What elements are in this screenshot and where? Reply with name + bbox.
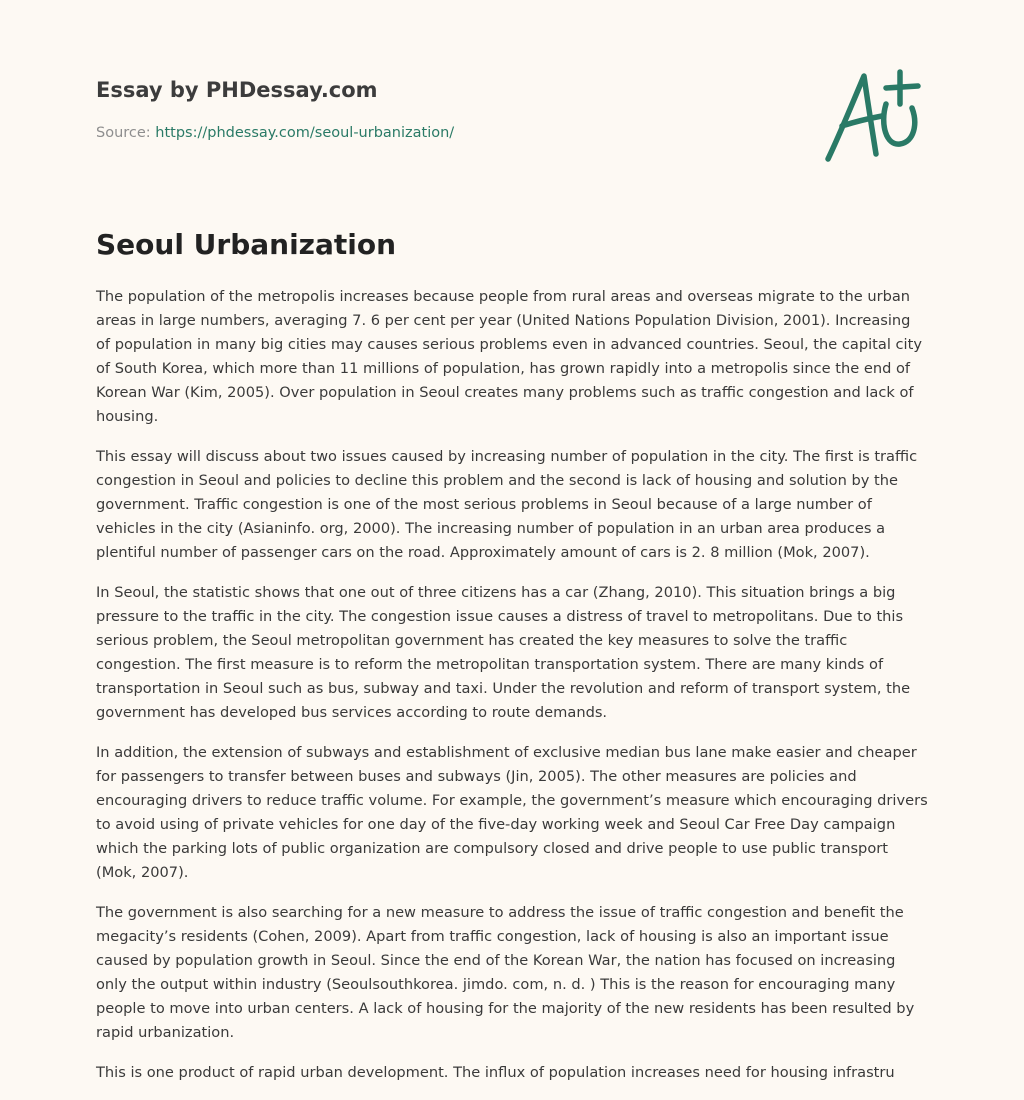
essay-paragraph: The government is also searching for a new measure to address the issue of traffic congestion and benefit the megacity’s residents (Cohen, 2009). Apart from traffic congestion, lack of housing is also an important issue caused by population growth in Seoul. Since the end of the Korean War, the nation has focused on increasing only the output within industry (Seoulsouthkorea. jimdo. com, n. d. ) This is the reason for encouraging many people to move into urban centers. A lack of housing for the majority of the new residents has been resulted by rapid urbanization. — [96, 904, 915, 1041]
a-plus-logo-icon — [820, 64, 930, 168]
essay-title: Seoul Urbanization — [96, 228, 397, 261]
site-name: Essay by PHDessay.com — [96, 78, 378, 102]
source-label: Source: — [96, 125, 151, 141]
page-header — [96, 0, 928, 200]
source-line — [96, 123, 454, 143]
source-link[interactable]: https://phdessay.com/seoul-urbanization/ — [155, 125, 455, 141]
essay-paragraph: This essay will discuss about two issues caused by increasing number of population in the city. The first is traffic congestion in Seoul and policies to decline this problem and the second is lack of housing and solution by the government. Traffic congestion is one of the most serious problems in Seoul because of a large number of vehicles in the city (Asianinfo. org, 2000). The increasing number of population in an urban area produces a plentiful number of passenger cars on the road. Approximately amount of cars is 2. 8 million (Mok, 2007). — [96, 448, 918, 561]
essay-body — [96, 285, 928, 1100]
essay-paragraph: In Seoul, the statistic shows that one out of three citizens has a car (Zhang, 2010). This situation brings a big pressure to the traffic in the city. The congestion issue causes a distress of travel to metropolitans. Due to this serious problem, the Seoul metropolitan government has created the key measures to solve the traffic congestion. The first measure is to reform the metropolitan transportation system. There are many kinds of transportation in Seoul such as bus, subway and taxi. Under the revolution and reform of transport system, the government has developed bus services according to route demands. — [96, 584, 911, 721]
essay-paragraph: The population of the metropolis increases because people from rural areas and overseas migrate to the urban areas in large numbers, averaging 7. 6 per cent per year (United Nations Population Division, 2001). Increasing of population in many big cities may causes serious problems even in advanced countries. Seoul, the capital city of South Korea, which more than 11 millions of population, has grown rapidly into a metropolis since the end of Korean War (Kim, 2005). Over population in Seoul creates many problems such as traffic congestion and lack of housing. — [96, 288, 922, 425]
essay-paragraph: In addition, the extension of subways and establishment of exclusive median bus lane make easier and cheaper for passengers to transfer between buses and subways (Jin, 2005). The other measures are policies and encouraging drivers to reduce traffic volume. For example, the government’s measure which encouraging drivers to avoid using of private vehicles for one day of the five-day working week and Seoul Car Free Day campaign which the parking lots of public organization are compulsory closed and drive people to use public transport (Mok, 2007). — [96, 744, 928, 881]
essay-paragraph: This is one product of rapid urban development. The influx of population increases need for housing infrastru — [96, 1064, 895, 1081]
